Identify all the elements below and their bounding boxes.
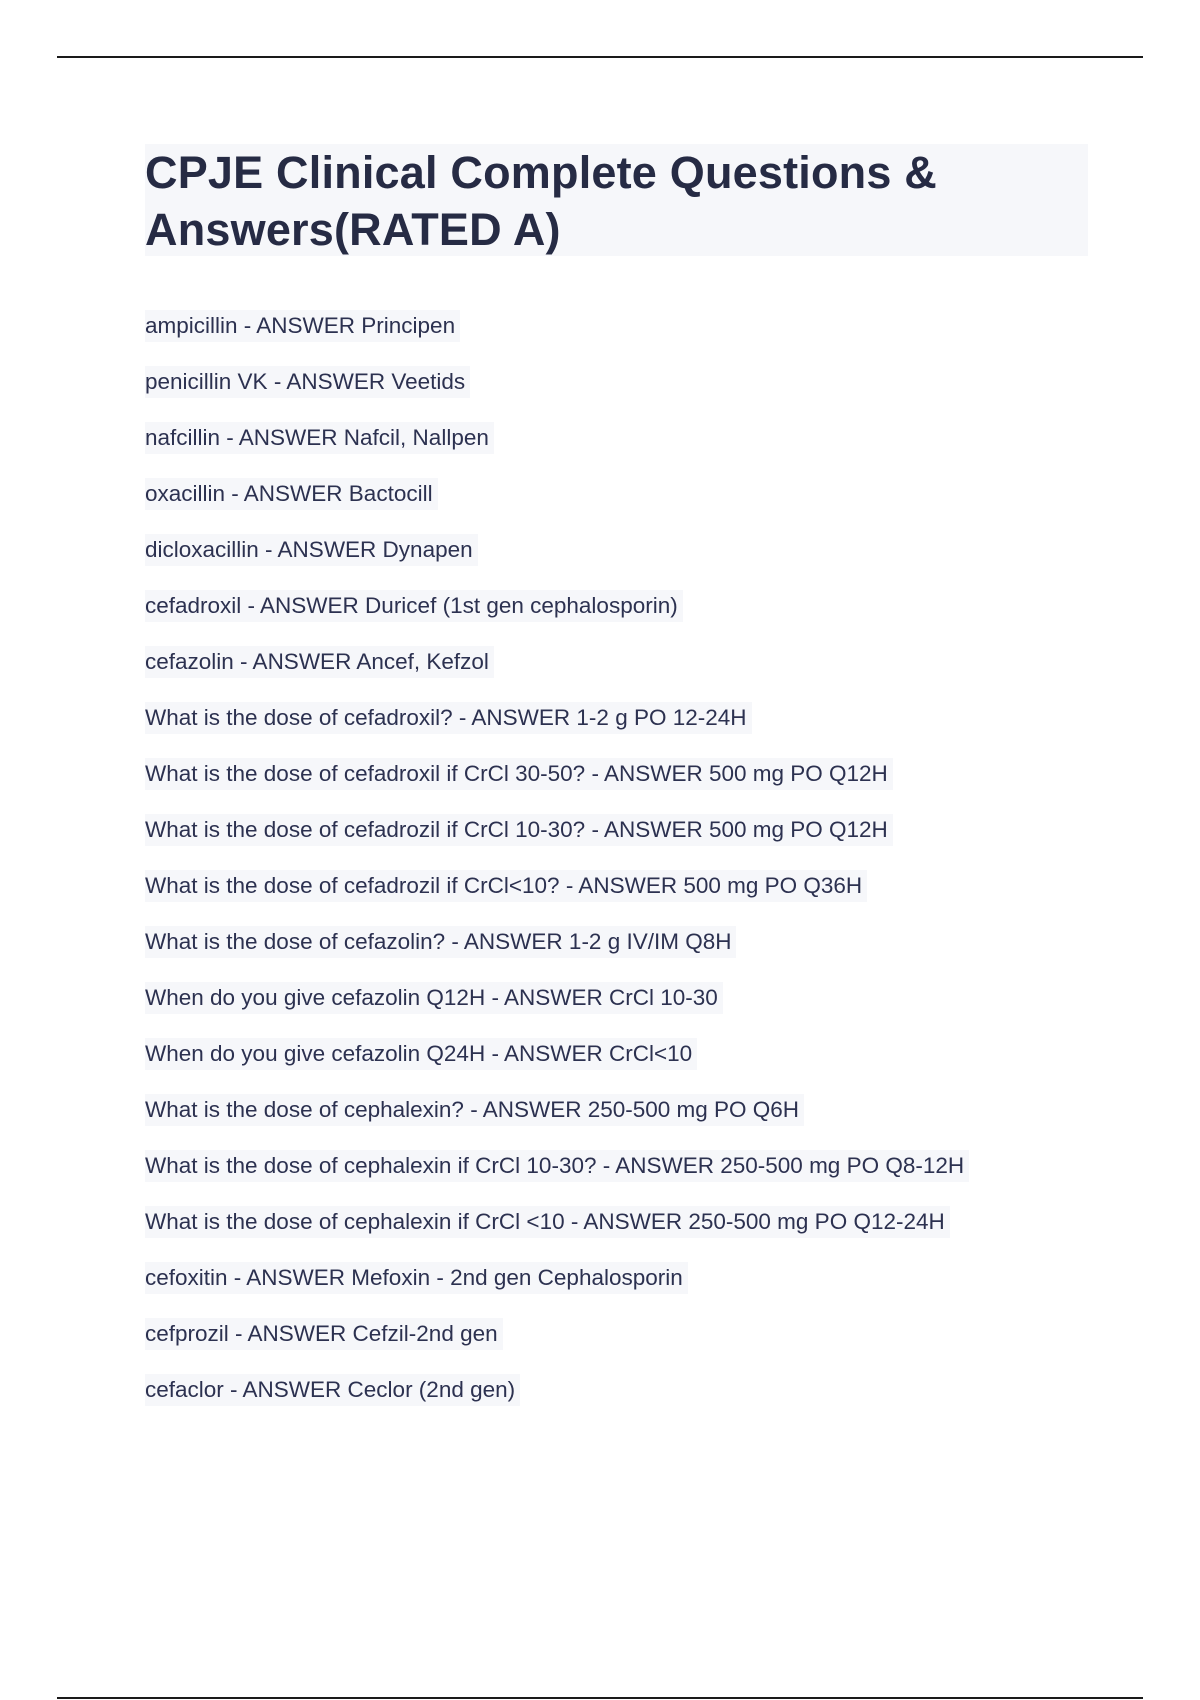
qa-text: cefprozil - ANSWER Cefzil-2nd gen (145, 1318, 503, 1350)
qa-text: What is the dose of cephalexin? - ANSWER 250-500 mg PO Q6H (145, 1094, 804, 1126)
qa-text: cefazolin - ANSWER Ancef, Kefzol (145, 646, 494, 678)
qa-text: cefaclor - ANSWER Ceclor (2nd gen) (145, 1374, 520, 1406)
qa-text: When do you give cefazolin Q12H - ANSWER CrCl 10-30 (145, 982, 723, 1014)
bottom-rule (57, 1697, 1143, 1699)
qa-text: When do you give cefazolin Q24H - ANSWER CrCl<10 (145, 1038, 697, 1070)
qa-text: What is the dose of cefadroxil if CrCl 30-50? - ANSWER 500 mg PO Q12H (145, 758, 893, 790)
list-item (145, 982, 969, 1038)
list-item (145, 758, 969, 814)
qa-text: nafcillin - ANSWER Nafcil, Nallpen (145, 422, 494, 454)
qa-text: What is the dose of cephalexin if CrCl 10-30? - ANSWER 250-500 mg PO Q8-12H (145, 1150, 969, 1182)
document-title: CPJE Clinical Complete Questions & Answers(RATED A) (145, 147, 937, 255)
list-item (145, 534, 969, 590)
list-item (145, 1318, 969, 1374)
qa-text: What is the dose of cefadroxil? - ANSWER 1-2 g PO 12-24H (145, 702, 752, 734)
qa-text: cefadroxil - ANSWER Duricef (1st gen cephalosporin) (145, 590, 683, 622)
list-item (145, 646, 969, 702)
list-item (145, 814, 969, 870)
qa-text: What is the dose of cefazolin? - ANSWER 1-2 g IV/IM Q8H (145, 926, 736, 958)
qa-text: oxacillin - ANSWER Bactocill (145, 478, 438, 510)
qa-text: penicillin VK - ANSWER Veetids (145, 366, 470, 398)
list-item (145, 590, 969, 646)
qa-list (145, 310, 969, 1430)
list-item (145, 422, 969, 478)
list-item (145, 702, 969, 758)
list-item (145, 1262, 969, 1318)
qa-text: What is the dose of cefadrozil if CrCl<10? - ANSWER 500 mg PO Q36H (145, 870, 867, 902)
qa-text: What is the dose of cefadrozil if CrCl 10-30? - ANSWER 500 mg PO Q12H (145, 814, 893, 846)
list-item (145, 926, 969, 982)
list-item (145, 1150, 969, 1206)
list-item (145, 1206, 969, 1262)
list-item (145, 870, 969, 926)
list-item (145, 1374, 969, 1430)
top-rule (57, 56, 1143, 58)
qa-text: ampicillin - ANSWER Principen (145, 310, 460, 342)
list-item (145, 1094, 969, 1150)
list-item (145, 478, 969, 534)
list-item (145, 310, 969, 366)
title-block (145, 144, 1088, 256)
qa-text: What is the dose of cephalexin if CrCl <10 - ANSWER 250-500 mg PO Q12-24H (145, 1206, 950, 1238)
qa-text: cefoxitin - ANSWER Mefoxin - 2nd gen Cephalosporin (145, 1262, 688, 1294)
qa-text: dicloxacillin - ANSWER Dynapen (145, 534, 478, 566)
list-item (145, 1038, 969, 1094)
list-item (145, 366, 969, 422)
